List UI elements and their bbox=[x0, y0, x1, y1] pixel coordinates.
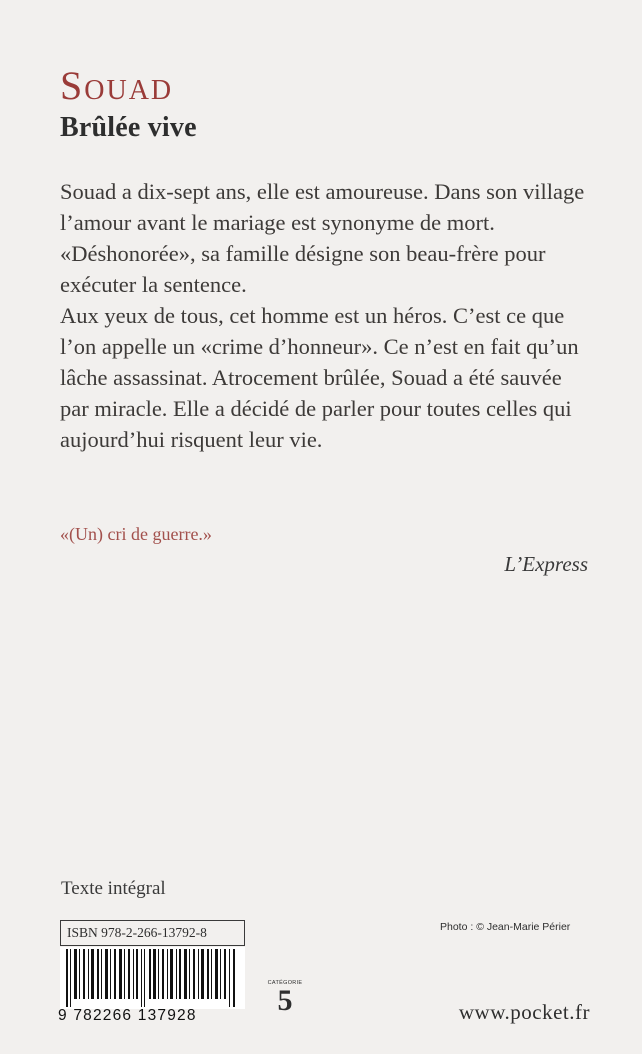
press-quote: «(Un) cri de guerre.» bbox=[60, 524, 212, 544]
blurb-text bbox=[60, 176, 590, 455]
publisher-website[interactable]: www.pocket.fr bbox=[458, 1000, 590, 1024]
isbn-box bbox=[60, 920, 245, 946]
photo-credit: Photo : © Jean-Marie Périer bbox=[440, 921, 571, 933]
book-title: Brûlée vive bbox=[60, 112, 197, 143]
press-source: L’Express bbox=[504, 552, 588, 576]
blurb-paragraph-2: Aux yeux de tous, cet homme est un héros. C’est ce que l’on appelle un «crime d’honneur». Ce n’est en fait qu’un lâche assassinat. Atrocement brûlée, Souad a été sauvée par miracle. Elle a décidé de parler pour toutes celles qui aujourd’hui risquent leur vie. bbox=[60, 303, 579, 452]
barcode-digits: 9 782266 137928 bbox=[58, 1007, 197, 1024]
category-label: CATÉGORIE bbox=[267, 980, 303, 986]
barcode-image bbox=[60, 947, 245, 1009]
category-number: 5 bbox=[277, 984, 293, 1017]
isbn-text: ISBN 978-2-266-13792-8 bbox=[67, 925, 207, 940]
category-badge bbox=[264, 980, 306, 1015]
author-name: Souad bbox=[60, 63, 174, 108]
edition-note: Texte intégral bbox=[61, 878, 166, 899]
blurb-paragraph-1: Souad a dix-sept ans, elle est amoureuse. Dans son village l’amour avant le mariage est synonyme de mort. «Déshonorée», sa famille désigne son beau-frère pour exécuter la sentence. bbox=[60, 179, 585, 297]
